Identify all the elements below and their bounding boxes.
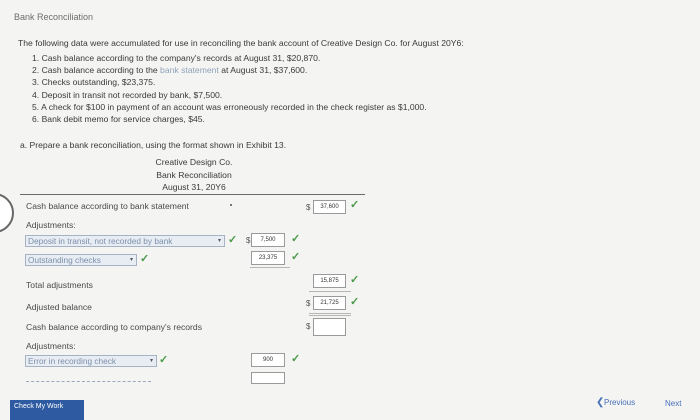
sum-rule <box>309 291 351 292</box>
error-select[interactable] <box>25 355 157 367</box>
list-text: Cash balance according to the company's records at August 31, $20,870. <box>41 53 321 63</box>
partial-field[interactable] <box>251 372 285 384</box>
check-icon: ✓ <box>140 253 150 265</box>
list-item <box>32 89 427 101</box>
data-list <box>32 52 427 125</box>
list-num: 3. <box>32 77 40 88</box>
list-item <box>32 64 427 76</box>
part-a-instruction: a. Prepare a bank reconciliation, using the format shown in Exhibit 13. <box>20 140 287 150</box>
list-text: Checks outstanding, $23,375. <box>41 77 156 88</box>
deposit-field[interactable]: 7,500 <box>251 233 285 247</box>
row-marker-circle <box>0 193 14 233</box>
double-rule <box>309 313 351 314</box>
sum-rule <box>250 267 290 268</box>
list-item <box>32 113 427 125</box>
outstanding-select[interactable] <box>25 254 137 266</box>
chevron-down-icon: ▾ <box>129 257 133 263</box>
row-label-cash-company: Cash balance according to company's records <box>26 322 202 332</box>
dollar-sign: $ <box>246 236 251 245</box>
next-button[interactable]: Next <box>665 399 682 408</box>
previous-button[interactable]: Previous <box>604 398 636 407</box>
list-item <box>32 101 427 113</box>
bank-statement-link[interactable]: bank statement <box>160 65 219 76</box>
outstanding-field[interactable]: 23,375 <box>251 251 285 265</box>
check-icon: ✓ <box>159 354 169 366</box>
list-num: 6. <box>32 114 40 125</box>
dollar-sign: $ <box>306 322 311 331</box>
list-num: 5. <box>32 101 40 112</box>
list-num: 2. <box>32 65 40 76</box>
double-rule <box>309 315 351 316</box>
error-amount-field[interactable]: 900 <box>251 353 285 367</box>
check-icon: ✓ <box>291 251 301 263</box>
list-text: Deposit in transit not recorded by bank, $7,500. <box>41 89 223 100</box>
list-item <box>32 52 427 64</box>
dollar-sign: $ <box>306 203 311 212</box>
statement-name: Bank Reconciliation <box>156 170 232 180</box>
list-text: at August 31, $37,600. <box>218 65 308 76</box>
adjusted-balance-field[interactable]: 21,725 <box>313 296 346 310</box>
adjustments-label: Adjustments: <box>26 220 76 230</box>
row-label-cash-bank: Cash balance according to bank statement <box>26 201 189 211</box>
adjusted-balance-label: Adjusted balance <box>26 302 92 312</box>
check-icon: ✓ <box>291 233 301 245</box>
check-my-work-button[interactable]: Check My Work <box>10 400 84 420</box>
list-text: A check for $100 in payment of an account was erroneously recorded in the check register as $1,000. <box>41 101 427 112</box>
previous-arrow-icon[interactable]: ❮ <box>596 397 605 408</box>
cash-company-field[interactable] <box>313 318 346 336</box>
intro-text: The following data were accumulated for use in reconciling the bank account of Creative Design Co. for August 20Y6: <box>18 38 464 48</box>
list-num: 4. <box>32 89 40 100</box>
total-adjustments-label: Total adjustments <box>26 280 93 290</box>
statement-date: August 31, 20Y6 <box>162 182 226 192</box>
chevron-down-icon: ▾ <box>217 238 221 244</box>
check-icon: ✓ <box>350 199 360 211</box>
check-icon: ✓ <box>228 234 238 246</box>
deposit-select[interactable] <box>25 235 225 247</box>
dot-marker <box>230 204 232 206</box>
check-icon: ✓ <box>350 296 360 308</box>
deposit-select-label: Deposit in transit, not recorded by bank <box>28 236 173 246</box>
company-name: Creative Design Co. <box>155 157 233 167</box>
partial-select <box>26 381 151 386</box>
list-text: Cash balance according to the <box>41 65 161 76</box>
list-text: Bank debit memo for service charges, $45. <box>41 114 205 125</box>
adjustments-label-2: Adjustments: <box>26 341 76 351</box>
error-select-label: Error in recording check <box>28 356 117 366</box>
check-icon: ✓ <box>291 353 301 365</box>
check-icon: ✓ <box>350 274 360 286</box>
list-num: 1. <box>32 53 40 63</box>
header-rule <box>20 194 365 195</box>
cash-bank-field[interactable]: 37,600 <box>313 200 346 214</box>
outstanding-select-label: Outstanding checks <box>28 255 101 265</box>
page-title: Bank Reconciliation <box>14 12 94 22</box>
dollar-sign: $ <box>306 299 311 308</box>
list-item <box>32 76 427 88</box>
chevron-down-icon: ▾ <box>149 358 153 364</box>
total-adjust-field[interactable]: 15,875 <box>313 274 346 288</box>
